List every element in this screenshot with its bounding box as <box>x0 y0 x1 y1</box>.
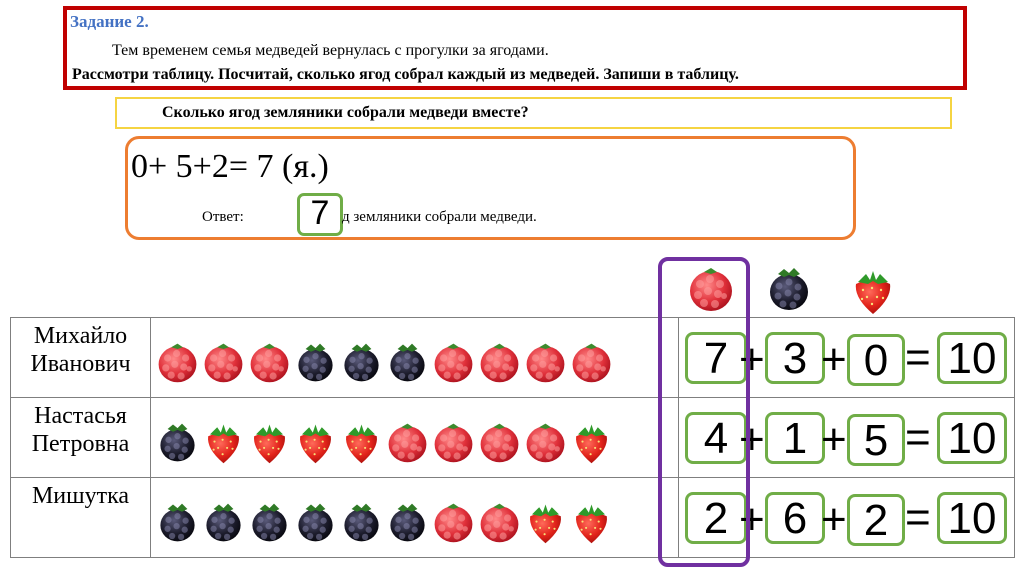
raspberry-icon <box>477 500 522 545</box>
blackberry-icon <box>339 500 384 545</box>
blackberry-count[interactable]: 3 <box>765 332 825 384</box>
berries-cell <box>151 478 679 558</box>
raspberry-icon <box>523 420 568 465</box>
plus-sign: + <box>821 495 847 544</box>
raspberry-icon <box>385 420 430 465</box>
blackberry-icon <box>201 500 246 545</box>
raspberry-count[interactable]: 4 <box>685 412 747 464</box>
raspberry-icon <box>155 340 200 385</box>
bear-name: Мишутка <box>11 478 151 558</box>
strawberry-icon <box>201 420 246 465</box>
raspberry-column-highlight <box>658 257 750 567</box>
raspberry-count[interactable]: 7 <box>685 332 747 384</box>
blackberry-icon <box>764 264 814 314</box>
raspberry-count[interactable]: 2 <box>685 492 747 544</box>
raspberry-icon <box>523 340 568 385</box>
raspberry-icon <box>477 420 522 465</box>
blackberry-icon <box>385 340 430 385</box>
answer-value[interactable]: 7 <box>297 193 343 236</box>
berry-table <box>10 317 1015 558</box>
blackberry-icon <box>293 340 338 385</box>
strawberry-icon <box>569 500 614 545</box>
blackberry-icon <box>293 500 338 545</box>
blackberry-icon <box>247 500 292 545</box>
strawberry-icon <box>569 420 614 465</box>
blackberry-icon <box>385 500 430 545</box>
bear-name: Настасья Петровна <box>11 398 151 478</box>
plus-sign: + <box>739 335 765 384</box>
strawberry-count[interactable]: 5 <box>847 414 905 466</box>
strawberry-icon <box>339 420 384 465</box>
raspberry-icon <box>431 500 476 545</box>
plus-sign: + <box>739 495 765 544</box>
table-row <box>11 478 1015 558</box>
task-instruction: Рассмотри таблицу. Посчитай, сколько ягод собрал каждый из медведей. Запиши в таблицу. <box>72 66 739 83</box>
blackberry-count[interactable]: 1 <box>765 412 825 464</box>
table-row <box>11 318 1015 398</box>
equals-sign: = <box>905 413 931 462</box>
plus-sign: + <box>821 335 847 384</box>
question-text: Сколько ягод земляники собрали медведи вместе? <box>162 104 529 121</box>
blackberry-icon <box>155 500 200 545</box>
raspberry-icon <box>431 420 476 465</box>
total-count[interactable]: 10 <box>937 492 1007 544</box>
strawberry-icon <box>247 420 292 465</box>
blackberry-icon <box>155 420 200 465</box>
total-count[interactable]: 10 <box>937 332 1007 384</box>
raspberry-icon <box>247 340 292 385</box>
table-row <box>11 398 1015 478</box>
berries-cell <box>151 398 679 478</box>
equals-sign: = <box>905 493 931 542</box>
blackberry-icon <box>339 340 384 385</box>
berries-cell <box>151 318 679 398</box>
strawberry-icon <box>848 266 898 316</box>
raspberry-icon <box>477 340 522 385</box>
plus-sign: + <box>821 415 847 464</box>
answer-label: Ответ: <box>202 209 244 225</box>
equals-sign: = <box>905 333 931 382</box>
raspberry-icon <box>569 340 614 385</box>
solution-equation: 0+ 5+2= 7 (я.) <box>131 148 329 185</box>
strawberry-count[interactable]: 0 <box>847 334 905 386</box>
strawberry-icon <box>523 500 568 545</box>
answer-text: д земляники собрали медведи. <box>342 209 537 225</box>
blackberry-count[interactable]: 6 <box>765 492 825 544</box>
task-text: Тем временем семья медведей вернулась с прогулки за ягодами. <box>112 42 549 59</box>
strawberry-icon <box>293 420 338 465</box>
task-title: Задание 2. <box>70 12 149 31</box>
total-count[interactable]: 10 <box>937 412 1007 464</box>
raspberry-icon <box>431 340 476 385</box>
strawberry-count[interactable]: 2 <box>847 494 905 546</box>
raspberry-icon <box>201 340 246 385</box>
plus-sign: + <box>739 415 765 464</box>
bear-name: Михайло Иванович <box>11 318 151 398</box>
